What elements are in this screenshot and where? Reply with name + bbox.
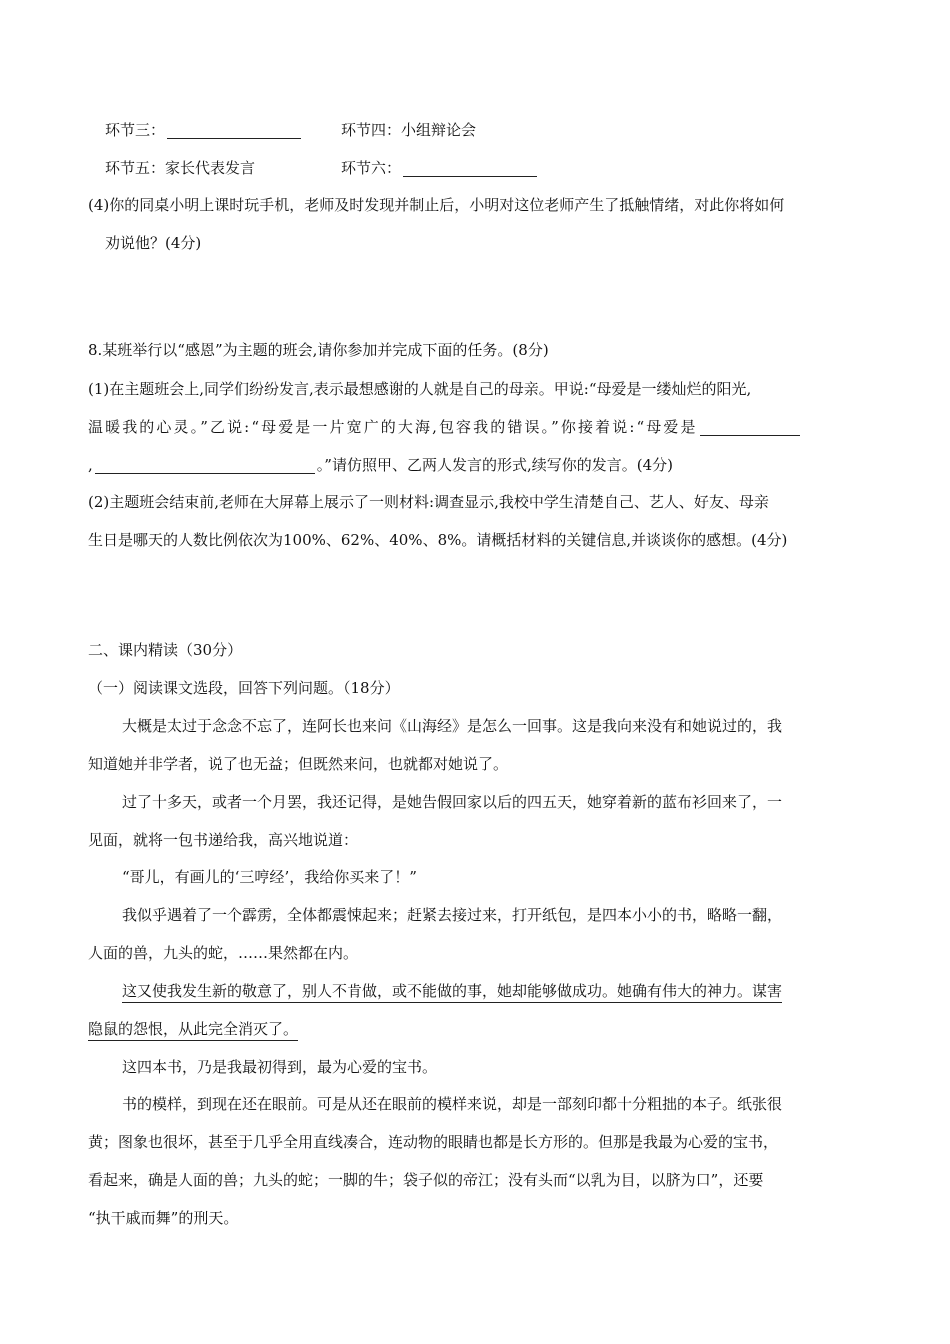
- step-6-blank[interactable]: [403, 175, 537, 177]
- para6: 这四本书，乃是我最初得到，最为心爱的宝书。: [122, 1058, 438, 1076]
- para4-line2: 人面的兽，九头的蛇，……果然都在内。: [88, 944, 359, 962]
- q8-part1-line1: (1)在主题班会上,同学们纷纷发言,表示最想感谢的人就是自己的母亲。甲说:“母爱是一缕灿烂的阳光,: [88, 380, 752, 398]
- para7-line3: 看起来，确是人面的兽；九头的蛇；一脚的牛；袋子似的帝江；没有头而“以乳为目，以脐为口”，还要: [88, 1171, 764, 1189]
- para4-line1: 我似乎遇着了一个霹雳，全体都震悚起来；赶紧去接过来，打开纸包，是四本小小的书，略略一翻，: [122, 906, 783, 924]
- para2-line1: 过了十多天，或者一个月罢，我还记得，是她告假回家以后的四五天，她穿着新的蓝布衫回来了，一: [122, 793, 783, 811]
- q8-part2-line1: (2)主题班会结束前,老师在大屏幕上展示了一则材料:调查显示,我校中学生清楚自己、艺人、好友、母亲: [88, 493, 769, 511]
- para1-line2: 知道她并非学者，说了也无益；但既然来问，也就都对她说了。: [88, 755, 509, 773]
- q8-part1-line3: [88, 455, 673, 475]
- step-6-label: 环节六：: [341, 159, 402, 177]
- step-4-label: 环节四：小组辩论会: [341, 121, 477, 139]
- para5-line2: [88, 1019, 298, 1039]
- para5-underlined-1: 这又使我发生新的敬意了，别人不肯做，或不能做的事，她却能够做成功。她确有伟大的神力。谋害: [122, 982, 782, 1003]
- para1-line1: 大概是太过于念念不忘了，连阿长也来问《山海经》是怎么一回事。这是我向来没有和她说过的，我: [122, 717, 783, 735]
- step-5-label: 环节五：家长代表发言: [105, 159, 256, 177]
- q8-part1-text: 温暖我的心灵。”乙说:“母爱是一片宽广的大海,包容我的错误。”你接着说:“母爱是: [88, 418, 698, 436]
- q8-title: 8.某班举行以“感恩”为主题的班会,请你参加并完成下面的任务。(8分): [88, 341, 549, 359]
- q8-part1-line2: [88, 417, 802, 437]
- section-2-sub1: （一）阅读课文选段，回答下列问题。（18分）: [88, 679, 400, 697]
- para3: “哥儿，有画儿的‘三哼经’，我给你买来了！”: [122, 868, 417, 886]
- para7-line4: “执干戚而舞”的刑天。: [88, 1209, 239, 1227]
- para7-line1: 书的模样，到现在还在眼前。可是从还在眼前的模样来说，却是一部刻印都十分粗拙的本子。纸张很: [122, 1095, 783, 1113]
- q8-comma: ,: [88, 456, 93, 474]
- para2-line2: 见面，就将一包书递给我，高兴地说道：: [88, 831, 359, 849]
- q8-part2-line2: 生日是哪天的人数比例依次为100%、62%、40%、8%。请概括材料的关键信息,并谈谈你的感想。(4分): [88, 531, 788, 549]
- section-2-title: 二、课内精读（30分）: [88, 641, 243, 659]
- q8-part1-tail: 。”请仿照甲、乙两人发言的形式,续写你的发言。(4分): [316, 456, 673, 474]
- para5-underlined-2: 隐鼠的怨恨，从此完全消灭了。: [88, 1020, 298, 1041]
- step-3-line: [105, 120, 303, 140]
- q7-part4-line1: (4)你的同桌小明上课时玩手机，老师及时发现并制止后，小明对这位老师产生了抵触情绪，对此你将如何: [88, 196, 785, 214]
- para5-line1: [122, 981, 782, 1001]
- step-3-label: 环节三：: [105, 121, 166, 139]
- step-6-line: [341, 158, 539, 178]
- q8-answer-blank-1[interactable]: [700, 434, 800, 436]
- step-3-blank[interactable]: [167, 137, 301, 139]
- para7-line2: 黄；图象也很坏，甚至于几乎全用直线凑合，连动物的眼睛也都是长方形的。但那是我最为心爱的宝书，: [88, 1133, 779, 1151]
- q7-part4-line2: 劝说他？(4分): [105, 234, 202, 252]
- q8-answer-blank-2[interactable]: [95, 472, 315, 474]
